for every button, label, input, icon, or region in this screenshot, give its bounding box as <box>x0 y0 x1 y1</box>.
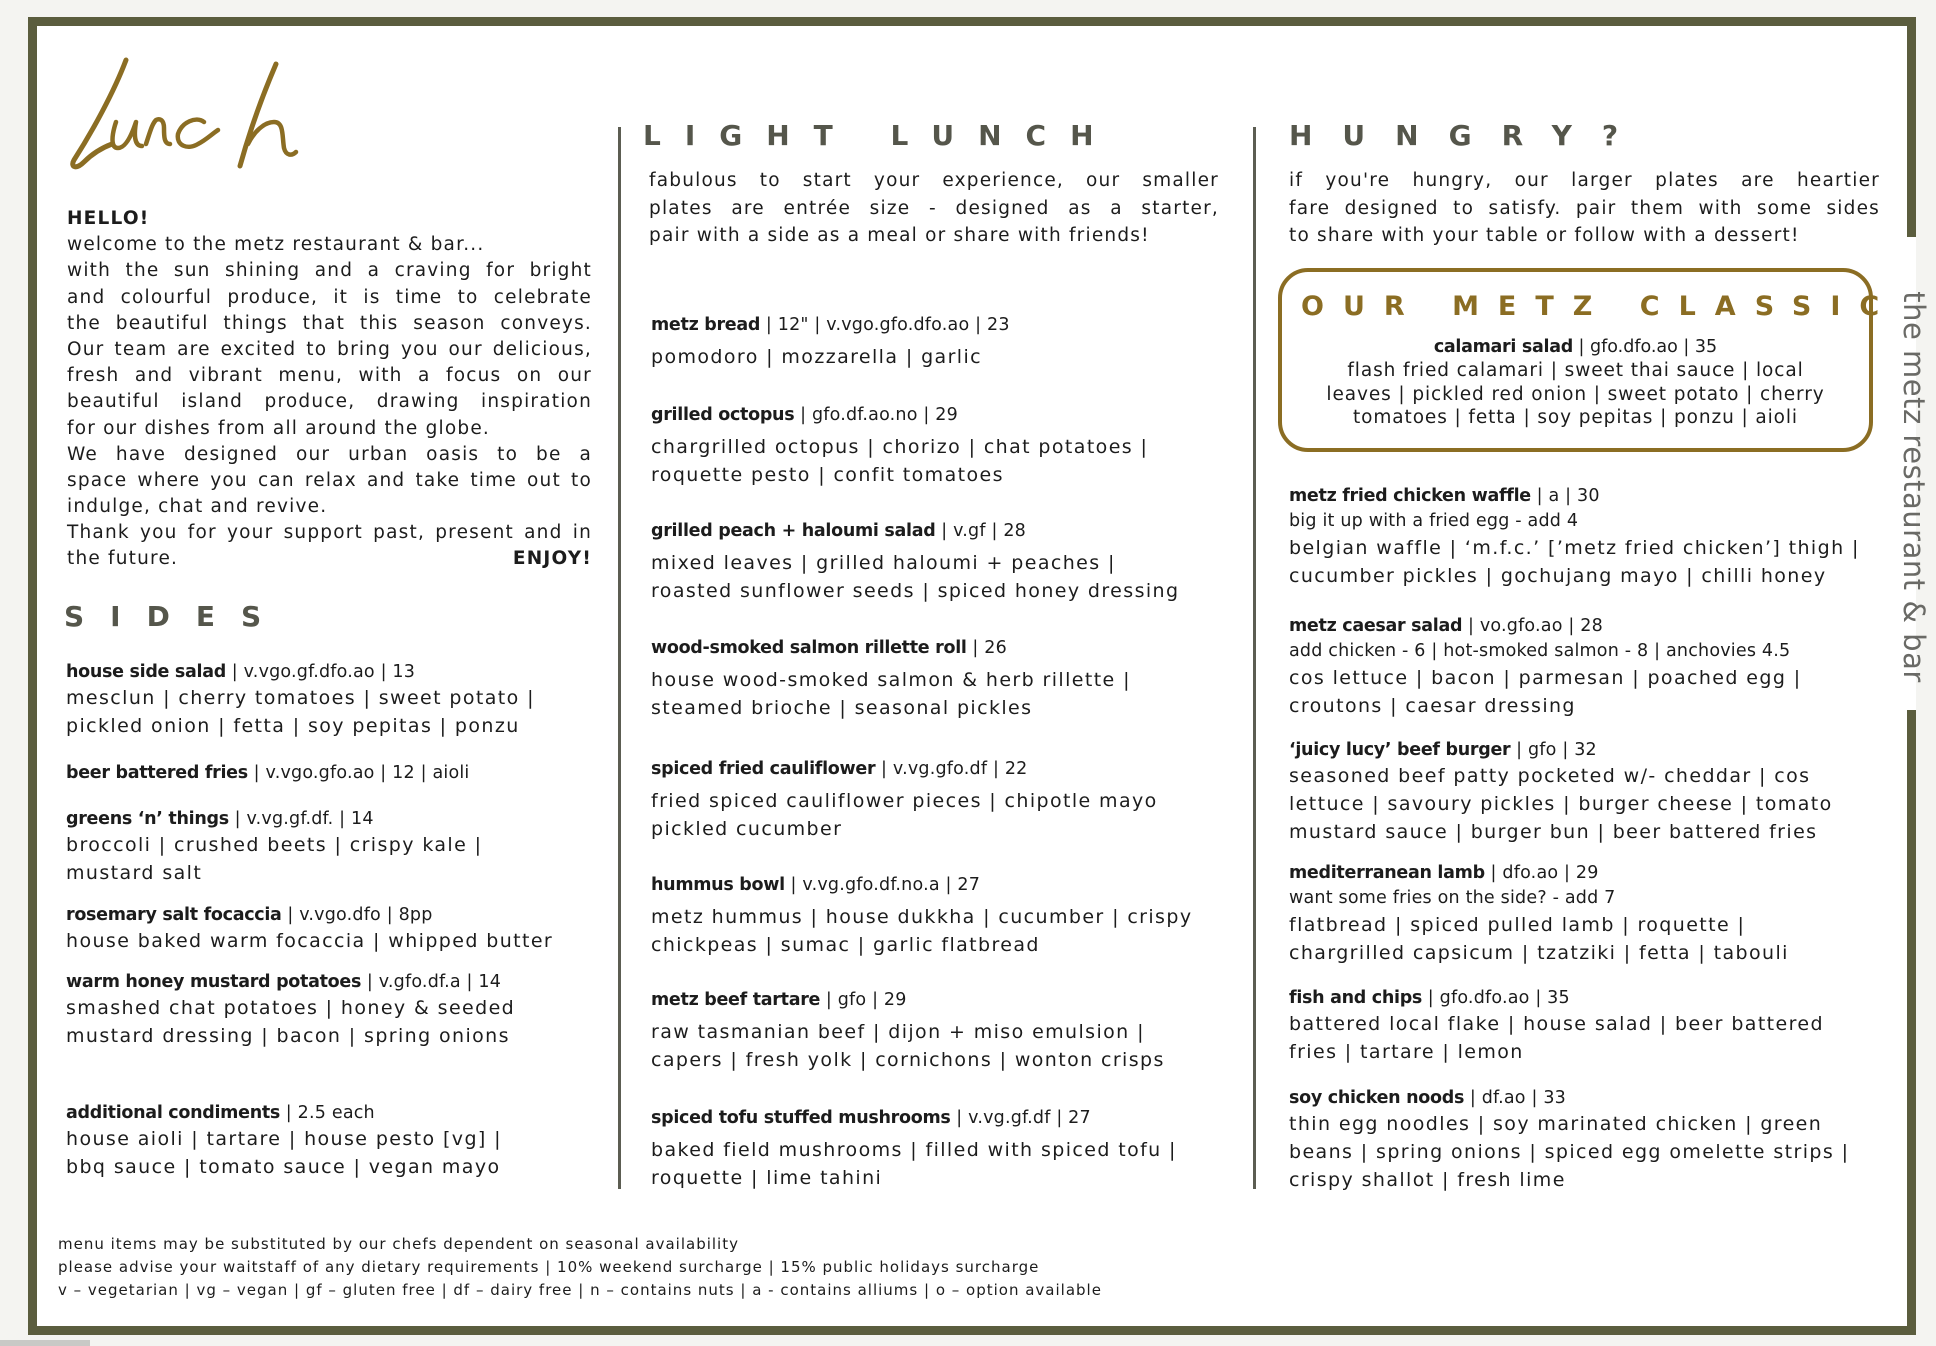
item-description-line: broccoli | crushed beets | crispy kale | <box>66 834 483 856</box>
item-description-line: pickled onion | fetta | soy pepitas | ponzu <box>66 715 520 737</box>
item-description-line: seasoned beef patty pocketed w/- cheddar | cos <box>1289 765 1811 787</box>
item-name: beer battered fries <box>66 763 248 783</box>
item-description-line: belgian waffle | ‘m.f.c.’ [’metz fried chicken’] thigh | <box>1289 537 1860 559</box>
item-title <box>1289 614 1802 638</box>
item-title <box>66 660 535 684</box>
item-note: add chicken - 6 | hot-smoked salmon - 8 | anchovies 4.5 <box>1289 641 1791 661</box>
item-description-line: chickpeas | sumac | garlic flatbread <box>651 934 1040 956</box>
item-name: hummus bowl <box>651 875 785 895</box>
item-description-line: baked field mushrooms | filled with spiced tofu | <box>651 1139 1177 1161</box>
item-title <box>1289 1086 1849 1110</box>
item-description-line: house aioli | tartare | house pesto [vg] | <box>66 1128 502 1150</box>
item-description-line: lettuce | savoury pickles | burger cheese | tomato <box>1289 793 1833 815</box>
menu-item <box>651 1106 1177 1192</box>
footer-line: v – vegetarian | vg – vegan | gf – gluten free | df – dairy free | n – contains nuts | a - contains alliums | o – option available <box>58 1281 1102 1299</box>
item-name: additional condiments <box>66 1103 281 1123</box>
frame-border-top <box>28 17 1916 26</box>
item-name: fish and chips <box>1289 988 1423 1008</box>
menu-item <box>66 970 515 1050</box>
vertical-brand-text <box>1896 272 1932 702</box>
menu-item <box>1289 1086 1849 1194</box>
menu-item <box>651 873 1192 959</box>
item-title <box>651 757 1158 781</box>
item-description-line: raw tasmanian beef | dijon + miso emulsion | <box>651 1021 1145 1043</box>
sides-heading: SIDES <box>64 600 288 633</box>
menu-item <box>1289 484 1860 590</box>
item-title <box>66 1101 502 1125</box>
intro-line: fare designed to satisfy. pair them with some sides <box>1289 197 1880 219</box>
item-name: grilled peach + haloumi salad <box>651 521 936 541</box>
item-title <box>1282 335 1869 359</box>
item-description-line: bbq sauce | tomato sauce | vegan mayo <box>66 1156 501 1178</box>
item-meta: | v.vgo.gfo.ao | 12 | aioli <box>247 763 470 783</box>
item-meta: | v.gfo.df.a | 14 <box>361 972 502 992</box>
classic-menu-item <box>1282 335 1869 430</box>
item-name: rosemary salt focaccia <box>66 905 282 925</box>
item-description-line: smashed chat potatoes | honey & seeded <box>66 997 516 1019</box>
item-title <box>66 807 482 831</box>
item-title <box>651 519 1179 543</box>
welcome-line: fresh and vibrant menu, with a focus on our <box>67 365 592 387</box>
welcome-line: We have designed our urban oasis to be a <box>67 443 592 465</box>
welcome-line: welcome to the metz restaurant & bar... <box>67 234 485 256</box>
item-meta: | gfo | 32 <box>1510 740 1597 760</box>
item-description-line: fries | tartare | lemon <box>1289 1041 1524 1063</box>
item-description-line: capers | fresh yolk | cornichons | wonton crisps <box>651 1049 1165 1071</box>
item-description-line: croutons | caesar dressing <box>1289 695 1576 717</box>
item-description-line: steamed brioche | seasonal pickles <box>651 697 1033 719</box>
item-description-line: battered local flake | house salad | beer battered <box>1289 1013 1824 1035</box>
frame-border-right-upper <box>1907 17 1916 237</box>
item-title <box>1289 986 1824 1010</box>
item-meta: | gfo | 29 <box>820 990 907 1010</box>
welcome-line: with the sun shining and a craving for bright <box>67 260 592 282</box>
footer-line: please advise your waitstaff of any dietary requirements | 10% weekend surcharge | 15% public holidays surcharge <box>58 1258 1040 1276</box>
item-title <box>1289 738 1833 762</box>
light-lunch-heading: LIGHT LUNCH <box>643 119 1118 152</box>
item-description-line: crispy shallot | fresh lime <box>1289 1169 1566 1191</box>
item-meta: | gfo.df.ao.no | 29 <box>794 405 958 425</box>
enjoy-sign-off: ENJOY! <box>512 548 592 570</box>
item-description-line: roquette pesto | confit tomatoes <box>651 464 1004 486</box>
welcome-last-line: the future. <box>67 548 179 570</box>
lunch-script-logo <box>64 52 344 177</box>
item-title <box>66 761 469 785</box>
item-description-line: tomatoes | fetta | soy pepitas | ponzu | aioli <box>1353 407 1798 428</box>
item-title <box>651 873 1192 897</box>
item-note: want some fries on the side? - add 7 <box>1289 888 1616 908</box>
column-divider-2 <box>1253 127 1256 1189</box>
item-name: metz beef tartare <box>651 990 821 1010</box>
item-title <box>651 988 1165 1012</box>
metz-classic-box <box>1278 268 1899 452</box>
menu-item <box>66 660 535 740</box>
item-name: soy chicken noods <box>1289 1088 1465 1108</box>
item-meta: | df.ao | 33 <box>1464 1088 1566 1108</box>
item-description-line: roasted sunflower seeds | spiced honey dressing <box>651 580 1180 602</box>
item-meta: | gfo.dfo.ao | 35 <box>1572 337 1718 357</box>
item-title <box>651 1106 1177 1130</box>
menu-item <box>1289 986 1824 1066</box>
item-name: ‘juicy lucy’ beef burger <box>1289 740 1511 760</box>
item-name: calamari salad <box>1433 337 1573 357</box>
menu-item <box>651 313 1010 371</box>
menu-item <box>651 636 1131 722</box>
menu-item <box>651 519 1179 605</box>
welcome-closing-row <box>67 546 592 572</box>
item-description-line: leaves | pickled red onion | sweet potato | cherry <box>1326 383 1825 405</box>
item-description-line: mustard sauce | burger bun | beer battered fries <box>1289 821 1818 843</box>
item-title <box>651 636 1131 660</box>
item-meta: | v.vg.gf.df. | 14 <box>228 809 374 829</box>
metz-classic-heading: OUR METZ CLASSIC <box>1301 291 1899 322</box>
item-description-line: chargrilled capsicum | tzatziki | fetta | tabouli <box>1289 942 1789 964</box>
item-meta: | v.gf | 28 <box>935 521 1027 541</box>
intro-line: if you're hungry, our larger plates are heartier <box>1289 170 1880 191</box>
menu-item <box>651 403 1148 489</box>
item-meta: | a | 30 <box>1530 486 1600 506</box>
column-divider-1 <box>618 127 621 1189</box>
intro-line: plates are entrée size - designed as a starter, <box>649 197 1219 219</box>
welcome-line: and colourful produce, it is time to celebrate <box>67 286 592 308</box>
welcome-line: the beautiful things that this season conveys. <box>67 312 592 334</box>
menu-item <box>651 988 1165 1074</box>
item-description-line: mustard dressing | bacon | spring onions <box>66 1025 510 1047</box>
item-description-line: thin egg noodles | soy marinated chicken | green <box>1289 1113 1823 1135</box>
item-note: big it up with a fried egg - add 4 <box>1289 511 1579 531</box>
welcome-line: beautiful island produce, drawing inspiration <box>67 391 592 413</box>
item-name: house side salad <box>66 662 226 682</box>
item-title <box>1289 484 1860 508</box>
item-title <box>66 903 553 927</box>
frame-border-bottom <box>28 1326 1916 1335</box>
hungry-heading: HUNGRY? <box>1289 119 1649 152</box>
menu-item <box>66 807 482 887</box>
item-name: greens ‘n’ things <box>66 809 229 829</box>
menu-item <box>1289 738 1833 846</box>
item-description-line: house wood-smoked salmon & herb rillette | <box>651 669 1131 691</box>
welcome-greeting: HELLO! <box>67 208 150 229</box>
item-description-line: flash fried calamari | sweet thai sauce | local <box>1347 360 1804 381</box>
menu-item <box>651 757 1158 843</box>
item-description-line: mixed leaves | grilled haloumi + peaches | <box>651 552 1116 574</box>
frame-border-left <box>28 17 37 1335</box>
item-name: spiced fried cauliflower <box>651 759 876 779</box>
item-description-line: roquette | lime tahini <box>651 1167 883 1189</box>
item-meta: | 2.5 each <box>280 1103 375 1123</box>
item-name: wood-smoked salmon rillette roll <box>651 638 967 658</box>
menu-item <box>1289 861 1789 967</box>
item-description-line: beans | spring onions | spiced egg omelette strips | <box>1289 1141 1850 1163</box>
item-meta: | v.vgo.dfo | 8pp <box>281 905 433 925</box>
item-name: metz caesar salad <box>1289 616 1463 636</box>
item-title <box>66 970 515 994</box>
intro-line: pair with a side as a meal or share with friends! <box>649 225 1150 246</box>
item-description-line: mesclun | cherry tomatoes | sweet potato | <box>66 687 535 709</box>
frame-border-right-lower <box>1907 710 1916 1335</box>
item-meta: | gfo.dfo.ao | 35 <box>1422 988 1570 1008</box>
intro-line: fabulous to start your experience, our smaller <box>649 170 1219 191</box>
page-shadow <box>0 1340 90 1346</box>
welcome-text <box>67 206 592 573</box>
welcome-line: Thank you for your support past, present and in <box>67 522 592 544</box>
menu-item <box>66 1101 502 1181</box>
item-meta: | 26 <box>966 638 1007 658</box>
welcome-line: indulge, chat and revive. <box>67 496 328 518</box>
item-description-line: mustard salt <box>66 862 203 884</box>
footer-line: menu items may be substituted by our chefs dependent on seasonal availability <box>58 1235 739 1253</box>
item-name: warm honey mustard potatoes <box>66 972 362 992</box>
item-description-line: metz hummus | house dukkha | cucumber | crispy <box>651 906 1193 928</box>
item-description-line: cos lettuce | bacon | parmesan | poached egg | <box>1289 667 1802 689</box>
item-meta: | 12" | v.vgo.gfo.dfo.ao | 23 <box>760 315 1010 335</box>
item-meta: | vo.gfo.ao | 28 <box>1462 616 1603 636</box>
item-description-line: fried spiced cauliflower pieces | chipotle mayo <box>651 790 1158 812</box>
hungry-intro <box>1289 167 1880 250</box>
menu-item <box>66 761 469 785</box>
item-description-line: chargrilled octopus | chorizo | chat potatoes | <box>651 436 1149 458</box>
item-description-line: house baked warm focaccia | whipped butter <box>66 930 554 952</box>
item-meta: | dfo.ao | 29 <box>1484 863 1599 883</box>
item-description-line: pickled cucumber <box>651 818 843 840</box>
brand-name: the metz restaurant & bar <box>1897 291 1931 683</box>
item-meta: | v.vg.gfo.df | 22 <box>875 759 1028 779</box>
menu-item <box>66 903 553 955</box>
welcome-line: for our dishes from all around the globe. <box>67 417 491 439</box>
item-meta: | v.vg.gf.df | 27 <box>950 1108 1091 1128</box>
item-meta: | v.vg.gfo.df.no.a | 27 <box>784 875 981 895</box>
item-description-line: pomodoro | mozzarella | garlic <box>651 346 983 368</box>
item-title <box>651 313 1010 337</box>
menu-item <box>1289 614 1802 720</box>
item-name: metz bread <box>651 315 761 335</box>
item-meta: | v.vgo.gf.dfo.ao | 13 <box>225 662 416 682</box>
item-description-line: cucumber pickles | gochujang mayo | chilli honey <box>1289 565 1827 587</box>
item-name: mediterranean lamb <box>1289 863 1485 883</box>
intro-line: to share with your table or follow with a dessert! <box>1289 225 1800 246</box>
item-name: grilled octopus <box>651 405 795 425</box>
welcome-line: Our team are excited to bring you our delicious, <box>67 338 592 360</box>
welcome-line: space where you can relax and take time out to <box>67 469 592 491</box>
item-name: metz fried chicken waffle <box>1289 486 1531 506</box>
item-title <box>651 403 1148 427</box>
item-description-line: flatbread | spiced pulled lamb | roquette | <box>1289 914 1746 936</box>
footer-notes <box>58 1233 1102 1302</box>
item-name: spiced tofu stuffed mushrooms <box>651 1108 951 1128</box>
item-title <box>1289 861 1789 885</box>
light-lunch-intro <box>649 167 1219 250</box>
